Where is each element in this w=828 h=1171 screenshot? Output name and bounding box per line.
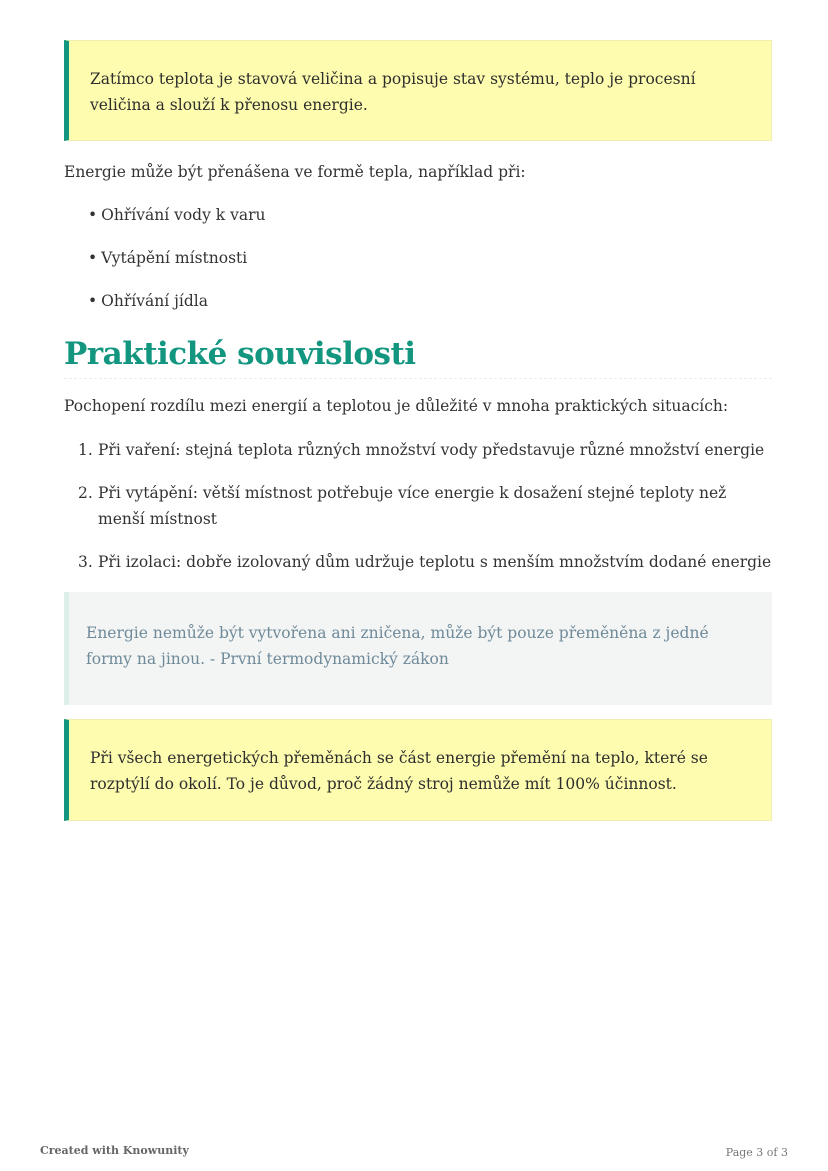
document-content: [64, 40, 772, 821]
numbered-item-text: Při izolaci: dobře izolovaný dům udržuje teplotu s menším množstvím dodané energie: [98, 553, 772, 571]
bullet-dot-icon: •: [88, 249, 98, 267]
bullet-dot-icon: •: [88, 206, 98, 224]
numbered-item-number: 1.: [78, 441, 93, 459]
bullet-item-text: Vytápění místnosti: [101, 249, 248, 267]
numbered-item: [64, 437, 772, 463]
bullet-item: [64, 288, 772, 314]
numbered-item-text: Při vaření: stejná teplota různých množství vody představuje různé množství energie: [98, 441, 765, 459]
callout-bottom: [64, 719, 772, 821]
bullet-item-text: Ohřívání vody k varu: [101, 206, 266, 224]
section-lead-paragraph: Pochopení rozdílu mezi energií a teplotou je důležité v mnoha praktických situacích:: [64, 397, 729, 415]
numbered-list: [64, 437, 772, 575]
numbered-item-number: 3.: [78, 553, 93, 571]
intro-paragraph: Energie může být přenášena ve formě tepla, například při:: [64, 163, 526, 181]
numbered-item-number: 2.: [78, 484, 93, 502]
footer-page-number: Page 3 of 3: [725, 1146, 788, 1159]
bullet-item: [64, 245, 772, 271]
numbered-item: [64, 480, 772, 532]
numbered-item-text: Při vytápění: větší místnost potřebuje více energie k dosažení stejné teploty než menší místnost: [98, 484, 727, 528]
numbered-item: [64, 549, 772, 575]
callout-bottom-text: Při všech energetických přeměnách se část energie přemění na teplo, které se rozptýlí do okolí. To je důvod, proč žádný stroj nemůže mít 100% účinnost.: [90, 749, 708, 793]
footer-credit: Created with Knowunity: [40, 1144, 189, 1157]
blockquote: [64, 592, 772, 705]
bullet-dot-icon: •: [88, 292, 98, 310]
callout-top: [64, 40, 772, 141]
callout-top-text: Zatímco teplota je stavová veličina a popisuje stav systému, teplo je procesní veličina a slouží k přenosu energie.: [90, 70, 696, 114]
bullet-item-text: Ohřívání jídla: [101, 292, 208, 310]
blockquote-text: Energie nemůže být vytvořena ani zničena, může být pouze přeměněna z jedné formy na jinou. - První termodynamický zákon: [86, 624, 709, 668]
bullet-item: [64, 202, 772, 228]
bullet-list: [64, 202, 772, 314]
section-heading: Praktické souvislosti: [64, 334, 772, 379]
